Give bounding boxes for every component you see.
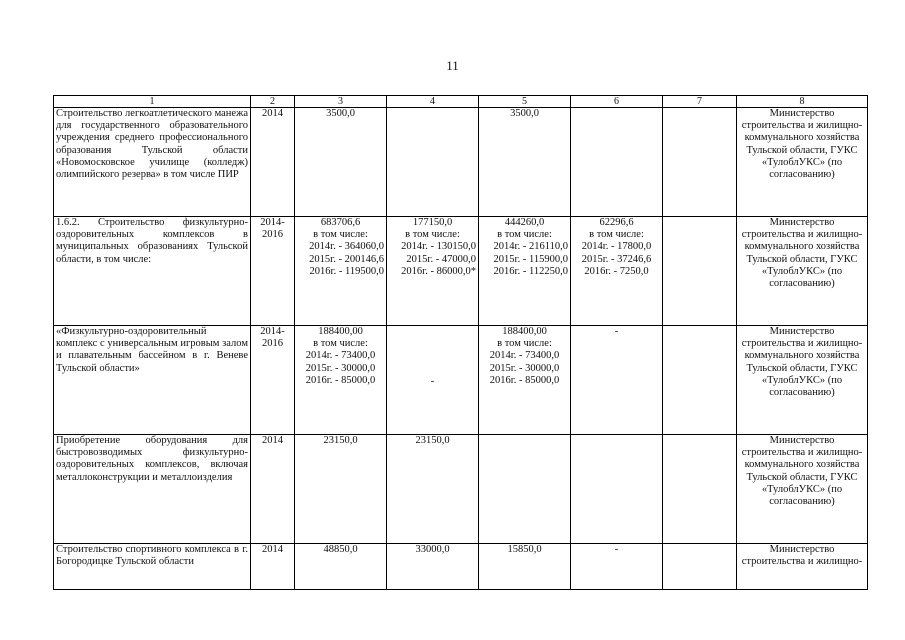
- header-cell: 2: [251, 96, 295, 108]
- amount-year-line: 2015г. - 47000,0: [406, 253, 476, 265]
- amount-total-cell: 48850,0: [295, 544, 387, 590]
- amount-year-line: 2016г. - 85000,0: [489, 374, 560, 386]
- responsible-cell: Министерство строительства и жилищно-коммунального хозяйства Тульской области, ГУКС «ТулоблУКС» (по согласованию): [737, 108, 868, 217]
- amount-total: 62296,6: [599, 217, 634, 228]
- table-row: [54, 435, 868, 544]
- item-description: 1.6.2. Строительство физкультурно-оздоровительных комплексов в муниципальных образованиях Тульской области, в том числе:: [54, 217, 251, 326]
- amount-total: 177150,0: [412, 217, 453, 228]
- amount-year-line: 2014г. - 17800,0: [581, 241, 652, 253]
- period-cell: 2014: [251, 108, 295, 217]
- amount-other-cell: [663, 326, 737, 435]
- amount-sub: в том числе:: [313, 338, 368, 350]
- item-description: Строительство спортивного комплекса в г. Богородицке Тульской области: [54, 544, 251, 590]
- page-number: 11: [446, 58, 459, 73]
- amount-year-line: 2015г. - 30000,0: [305, 362, 376, 374]
- header-cell: 6: [571, 96, 663, 108]
- amount-local-cell: [571, 108, 663, 217]
- amount-sub: в том числе:: [313, 229, 368, 241]
- amount-total: 444260,0: [504, 217, 545, 228]
- responsible-cell: Министерство строительства и жилищно-коммунального хозяйства Тульской области, ГУКС «ТулоблУКС» (по согласованию): [737, 217, 868, 326]
- amount-year-line: 2014г. - 216110,0: [493, 241, 568, 253]
- table-row: [54, 544, 868, 590]
- amount-total-cell: [295, 217, 387, 326]
- table-row: [54, 217, 868, 326]
- amount-year-line: 2016г. - 85000,0: [305, 374, 376, 386]
- amount-regional-cell: [479, 217, 571, 326]
- amount-other-cell: [663, 544, 737, 590]
- amount-federal-cell: [387, 108, 479, 217]
- amount-sub: в том числе:: [497, 338, 552, 350]
- amount-year-line: 2015г. - 200146,6: [309, 253, 384, 265]
- amount-year-line: 2016г. - 119500,0: [309, 265, 384, 277]
- header-cell: 1: [54, 96, 251, 108]
- amount-sub: в том числе:: [497, 229, 552, 241]
- amount-other-cell: [663, 217, 737, 326]
- amount-year-line: 2016г. - 112250,0: [493, 265, 568, 277]
- amount-federal-cell: 33000,0: [387, 544, 479, 590]
- amount-total: 683706,6: [320, 217, 361, 228]
- amount-year-line: 2016г. - 86000,0*: [401, 265, 476, 277]
- header-row: [54, 96, 868, 108]
- amount-year-line: 2014г. - 130150,0: [401, 241, 476, 253]
- item-description: Строительство легкоатлетического манежа для государственного образовательного учреждения среднего профессионального образования Тульской области «Новомосковское училище (колледж) олимпийского резерва» в том числе ПИР: [54, 108, 251, 217]
- amount-total-cell: [295, 326, 387, 435]
- responsible-cell: Министерство строительства и жилищно-: [737, 544, 868, 590]
- header-cell: 4: [387, 96, 479, 108]
- dash-mark: -: [430, 376, 435, 387]
- amount-year-line: 2014г. - 364060,0: [309, 241, 384, 253]
- amount-federal-cell: 23150,0: [387, 435, 479, 544]
- amount-federal-cell: [387, 217, 479, 326]
- program-table: [53, 95, 868, 590]
- amount-local-cell: -: [571, 544, 663, 590]
- amount-sub: в том числе:: [589, 229, 644, 241]
- amount-local-cell: [571, 326, 663, 435]
- amount-total-cell: 3500,0: [295, 108, 387, 217]
- table-row: [54, 108, 868, 217]
- amount-regional-cell: 3500,0: [479, 108, 571, 217]
- amount-year-line: 2015г. - 30000,0: [489, 362, 560, 374]
- amount-year-line: 2014г. - 73400,0: [305, 350, 376, 362]
- amount-sub: в том числе:: [405, 229, 460, 241]
- amount-total: 188400,00: [318, 326, 363, 337]
- amount-year-line: 2014г. - 73400,0: [489, 350, 560, 362]
- header-cell: 3: [295, 96, 387, 108]
- amount-local-cell: [571, 435, 663, 544]
- header-cell: 7: [663, 96, 737, 108]
- amount-year-line: 2015г. - 37246,6: [581, 253, 652, 265]
- period-cell: 2014: [251, 435, 295, 544]
- amount-other-cell: [663, 108, 737, 217]
- period-cell: 2014-2016: [251, 217, 295, 326]
- amount-year-line: 2015г. - 115900,0: [493, 253, 568, 265]
- header-cell: 8: [737, 96, 868, 108]
- dash-mark: -: [614, 326, 619, 337]
- amount-federal-cell: [387, 326, 479, 435]
- period-cell: 2014-2016: [251, 326, 295, 435]
- table-row: [54, 326, 868, 435]
- amount-total-cell: 23150,0: [295, 435, 387, 544]
- amount-year-line: 2016г. - 7250,0: [584, 265, 649, 277]
- responsible-cell: Министерство строительства и жилищно-коммунального хозяйства Тульской области, ГУКС «ТулоблУКС» (по согласованию): [737, 326, 868, 435]
- item-description: «Физкультурно-оздоровительный комплекс с универсальным игровым залом и плавательным бассейном в г. Веневе Тульской области»: [54, 326, 251, 435]
- header-cell: 5: [479, 96, 571, 108]
- item-description: Приобретение оборудования для быстровозводимых физкультурно-оздоровительных комплексов, включая металлоконструкции и металлоизделия: [54, 435, 251, 544]
- amount-regional-cell: [479, 326, 571, 435]
- amount-regional-cell: [479, 435, 571, 544]
- amount-local-cell: [571, 217, 663, 326]
- amount-total: 188400,00: [502, 326, 547, 337]
- responsible-cell: Министерство строительства и жилищно-коммунального хозяйства Тульской области, ГУКС «ТулоблУКС» (по согласованию): [737, 435, 868, 544]
- period-cell: 2014: [251, 544, 295, 590]
- amount-other-cell: [663, 435, 737, 544]
- amount-regional-cell: 15850,0: [479, 544, 571, 590]
